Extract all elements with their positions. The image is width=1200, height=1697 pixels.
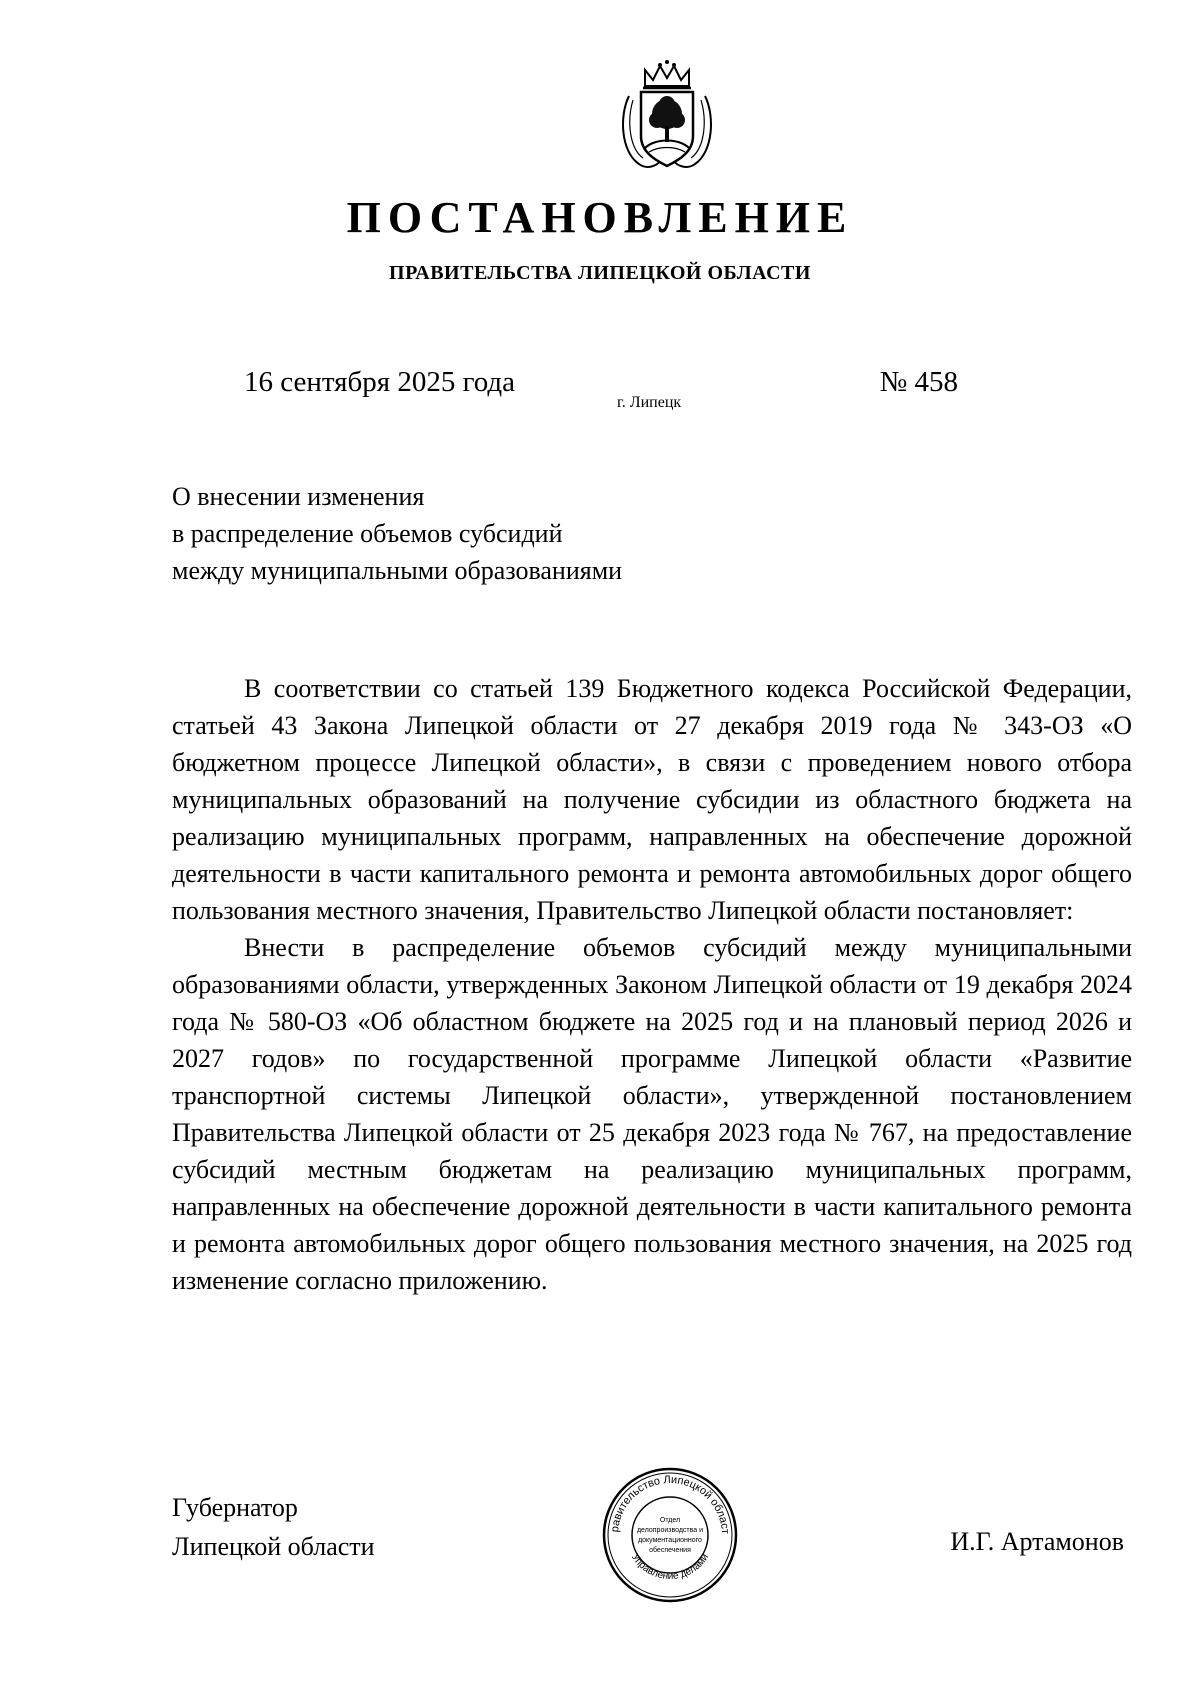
signatory-name: И.Г. Артамонов bbox=[950, 1527, 1124, 1556]
coat-of-arms-icon bbox=[617, 56, 717, 176]
subject-line: между муниципальными образованиями bbox=[172, 556, 623, 585]
stamp-inner-line: документационного bbox=[638, 1537, 702, 1544]
subject-line: в распределение объемов субсидий bbox=[172, 519, 563, 548]
body-paragraph-resolution: Внести в распределение объемов субсидий между муниципальными образованиями области, утвержденных Законом Липецкой области от 19 декабря 2024 года № 580-ОЗ «Об областном бюджете на 2025 год и на плановый период 2026 и 2027 годов» по государственной программе Липецкой области «Развитие транспортной системы Липецкой области», утвержденной постановлением Правительства Липецкой области от 25 декабря 2023 года № 767, на предоставление субсидий местным бюджетам на реализацию муниципальных программ, направленных на обеспечение дорожной деятельности в части капитального ремонта и ремонта автомобильных дорог общего пользования местного значения, на 2025 год изменение согласно приложению. bbox=[172, 933, 1132, 1295]
stamp-inner-line: обеспечения bbox=[649, 1547, 691, 1554]
document-body bbox=[172, 670, 1132, 1299]
document-number: № 458 bbox=[879, 366, 958, 398]
stamp-bottom-text: Управление делами bbox=[628, 1552, 712, 1583]
issuing-authority: ПРАВИТЕЛЬСТВА ЛИПЕЦКОЙ ОБЛАСТИ bbox=[389, 262, 811, 284]
document-subject bbox=[172, 478, 622, 589]
document-city: г. Липецк bbox=[617, 394, 682, 411]
signatory-position bbox=[172, 1488, 375, 1566]
subject-line: О внесении изменения bbox=[172, 482, 425, 511]
document-type-title: ПОСТАНОВЛЕНИЕ bbox=[346, 193, 854, 242]
stamp-inner-line: Отдел bbox=[659, 1517, 681, 1524]
stamp-outer-text: равительство Липецкой област bbox=[609, 1473, 732, 1535]
position-line: Губернатор bbox=[172, 1493, 298, 1522]
document-date: 16 сентября 2025 года bbox=[244, 366, 516, 398]
stamp-inner-line: делопроизводства и bbox=[636, 1527, 704, 1534]
position-line: Липецкой области bbox=[172, 1532, 375, 1561]
body-paragraph-legal-basis: В соответствии со статьей 139 Бюджетного кодекса Российской Федерации, статьей 43 Закона Липецкой области от 27 декабря 2019 года № 343-ОЗ «О бюджетном процессе Липецкой области», в связи с проведением нового отбора муниципальных образований на получение субсидии из областного бюджета на реализацию муниципальных программ, направленных на обеспечение дорожной деятельности в части капитального ремонта и ремонта автомобильных дорог общего пользования местного значения, Правительство Липецкой области постановляет: bbox=[172, 674, 1132, 925]
official-stamp bbox=[601, 1466, 739, 1604]
